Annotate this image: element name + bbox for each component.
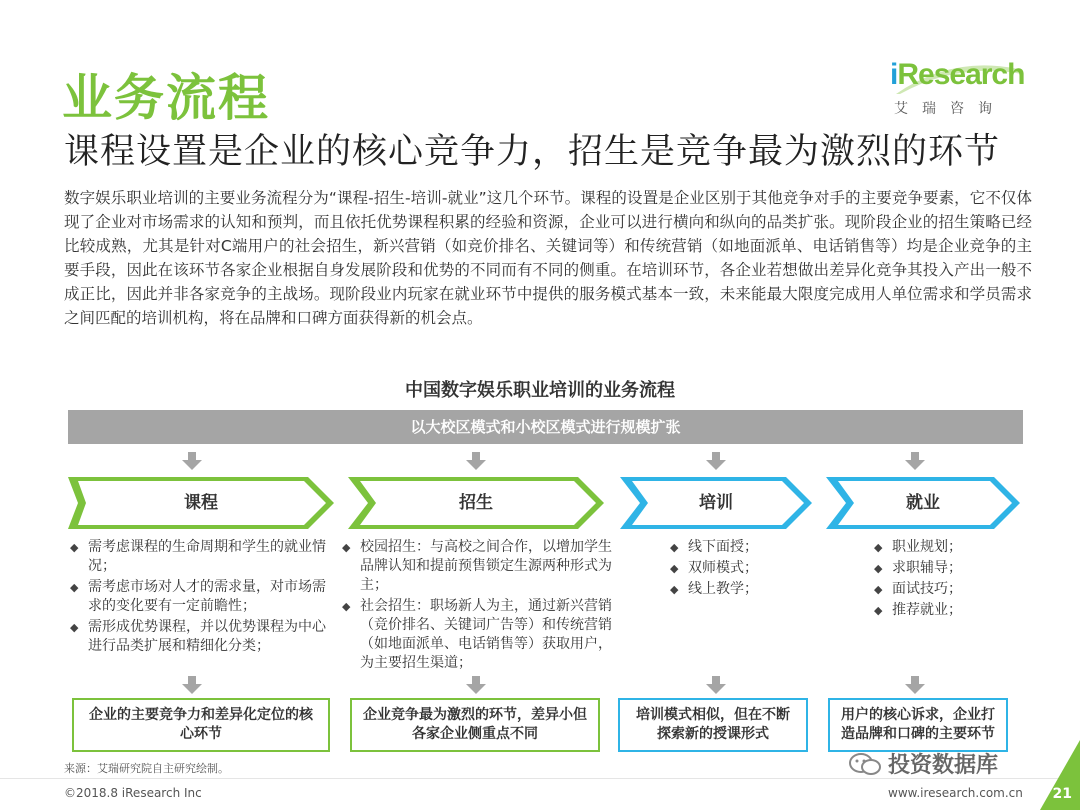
expansion-banner: 以大校区模式和小校区模式进行规模扩张 [68, 410, 1023, 444]
down-arrow-icon [181, 676, 203, 694]
page-subtitle: 课程设置是企业的核心竞争力，招生是竞争最为激烈的环节 [64, 132, 1001, 172]
down-arrow-icon [705, 676, 727, 694]
enrollment-summary-box: 企业竞争最为激烈的环节，差异小但各家企业侧重点不同 [350, 698, 600, 752]
list-item: ◆ 职业规划； [874, 538, 994, 557]
training-summary-box: 培训模式相似，但在不断探索新的授课形式 [618, 698, 808, 752]
footer-divider [0, 778, 1080, 779]
stage-chevron-course [68, 477, 334, 529]
course-summary-box: 企业的主要竞争力和差异化定位的核心环节 [72, 698, 330, 752]
enrollment-bullet-list [342, 538, 614, 675]
stage-chevron-training [620, 477, 812, 529]
logo-wordmark [890, 58, 1024, 92]
training-bullet-list [670, 538, 790, 601]
list-item: ◆ 需形成优势课程，并以优势课程为中心进行品类扩展和精细化分类； [70, 618, 326, 656]
list-item: ◆ 需考虑课程的生命周期和学生的就业情况； [70, 538, 326, 576]
watermark-text: 投资数据库 [888, 753, 999, 778]
wechat-icon [848, 752, 882, 776]
course-bullet-list [70, 538, 326, 658]
stage-chevron-enrollment [348, 477, 604, 529]
employment-bullet-list [874, 538, 994, 622]
wechat-watermark [848, 748, 998, 779]
down-arrow-icon [904, 676, 926, 694]
iresearch-logo [890, 58, 1030, 124]
list-item: ◆ 线上教学； [670, 580, 790, 599]
logo-rest: Research [897, 58, 1025, 91]
list-item: ◆ 校园招生：与高校之间合作，以增加学生品牌认知和提前预售锁定生源两种形式为主； [342, 538, 614, 595]
page-number: 21 [1052, 786, 1072, 802]
stage-chevron-employment [826, 477, 1020, 529]
stage-label: 课程 [184, 493, 218, 513]
list-item: ◆ 面试技巧； [874, 580, 994, 599]
down-arrow-icon [465, 452, 487, 470]
list-item: ◆ 需考虑市场对人才的需求量，对市场需求的变化要有一定前瞻性； [70, 578, 326, 616]
intro-paragraph: 数字娱乐职业培训的主要业务流程分为“课程-招生-培训-就业”这几个环节。课程的设置是企业区别于其他竞争对手的主要竞争要素，它不仅体现了企业对市场需求的认知和预判，而且依托优势课程积累的经验和资源，企业可以进行横向和纵向的品类扩张。现阶段企业的招生策略已经比较成熟，尤其是针对C端用户的社会招生，新兴营销（如竞价排名、关键词等）和传统营销（如地面派单、电话销售等）均是企业竞争的主要手段，因此在该环节各家企业根据自身发展阶段和优势的不同而有不同的侧重。在培训环节，各企业若想做出差异化竞争其投入产出一般不成正比，因此并非各家竞争的主战场。现阶段业内玩家在就业环节中提供的服务模式基本一致，未来能最大限度完成用人单位需求和学员需求之间匹配的培训机构，将在品牌和口碑方面获得新的机会点。 [64, 189, 1032, 327]
logo-chinese: 艾瑞咨询 [894, 101, 1006, 117]
copyright: ©2018.8 iResearch Inc [64, 786, 202, 800]
chart-title: 中国数字娱乐职业培训的业务流程 [405, 380, 675, 401]
list-item: ◆ 求职辅导； [874, 559, 994, 578]
down-arrow-icon [705, 452, 727, 470]
source-note: 来源：艾瑞研究院自主研究绘制。 [64, 762, 229, 775]
down-arrow-icon [465, 676, 487, 694]
list-item: ◆ 线下面授； [670, 538, 790, 557]
list-item: ◆ 双师模式； [670, 559, 790, 578]
stage-label: 培训 [699, 493, 733, 513]
stage-label: 招生 [459, 493, 493, 513]
down-arrow-icon [181, 452, 203, 470]
logo-prefix: i [890, 58, 898, 91]
list-item: ◆ 推荐就业； [874, 601, 994, 620]
section-title: 业务流程 [62, 69, 270, 127]
list-item: ◆ 社会招生：职场新人为主，通过新兴营销（竞价排名、关键词广告等）和传统营销（如地面派单、电话销售等）获取用户，为主要招生渠道； [342, 597, 614, 673]
employment-summary-box: 用户的核心诉求，企业打造品牌和口碑的主要环节 [828, 698, 1008, 752]
footer-url[interactable]: www.iresearch.com.cn [888, 786, 1023, 800]
stage-label: 就业 [906, 493, 940, 513]
down-arrow-icon [904, 452, 926, 470]
